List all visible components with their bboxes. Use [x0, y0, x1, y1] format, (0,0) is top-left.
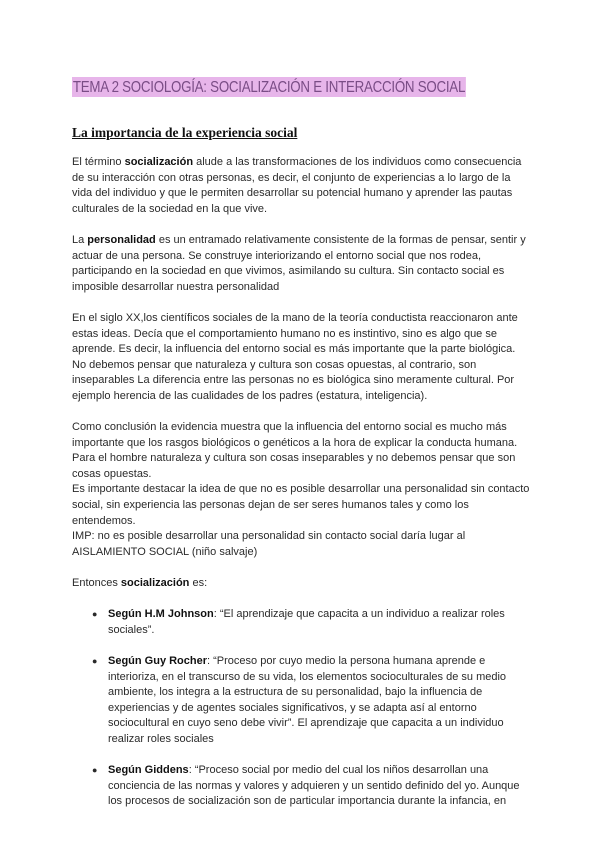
- definitions-list: [72, 607, 532, 810]
- paragraph-personalidad: [72, 233, 532, 295]
- p5-post: es:: [189, 577, 208, 590]
- paragraph-conclusion: Como conclusión la evidencia muestra que la influencia del entorno social es mucho más importante que los rasgos biológicos o genéticos a la hora de explicar la conducta humana. Para el hombre naturaleza y cultura son cosas inseparables y no debemos pensar que son cosas opuestas.: [72, 421, 518, 480]
- p5-pre: Entonces: [72, 577, 121, 590]
- p2-post: es un entramado relativamente consistente de la formas de pensar, sentir y actuar de una persona. Se construye interiorizando el entorno social que nos rodea, participando en la sociedad en que vivimos, asimilando su cultura. Sin contacto social es imposible desarrollar nuestra personalidad: [72, 233, 526, 293]
- definition-author: Según Guy Rocher: [108, 655, 208, 667]
- definition-text: : “El aprendizaje que capacita a un individuo a realizar roles sociales”.: [108, 608, 505, 636]
- bullet-icon: ●: [92, 609, 98, 620]
- paragraph-imp: IMP: no es posible desarrollar una personalidad sin contacto social daría lugar al AISLAMIENTO SOCIAL (niño salvaje): [72, 530, 466, 558]
- list-item: [72, 654, 532, 748]
- definition-author: Según H.M Johnson: [108, 608, 214, 621]
- bullet-icon: ●: [92, 656, 98, 666]
- definition-text: : “Proceso por cuyo medio la persona humana aprende e interioriza, en el transcurso de su vida, los elementos socioculturales de su medio ambiente, los integra a la estructura de su personalidad, bajo la influencia de experiencias y de agentes sociales significativos, y se adapta así al entorno sociocultural en cuyo seno debe vivir”. El aprendizaje que capacita a un individuo realizar roles sociales: [108, 655, 507, 745]
- list-item: [72, 763, 532, 810]
- definition-author: Según Giddens: [108, 764, 189, 777]
- term-personalidad: personalidad: [87, 233, 156, 246]
- term-socializacion-2: socialización: [120, 577, 190, 590]
- paragraph-siglo-xx: En el siglo XX,los científicos sociales de la mano de la teoría conductista reaccionaron ante estas ideas. Decía que el comportamiento humano no es instintivo, sino es algo que se aprende. Es decir, la influencia del entorno social es más importante que la parte biológica. No debemos pensar que naturaleza y cultura son cosas opuestas, al contrario, son inseparables La diferencia entre las personas no es biológica sino meramente cultural. Por ejemplo herencia de las cualidades de los padres (estatura, inteligencia).: [72, 311, 518, 402]
- p1-post: alude a las transformaciones de los individuos como consecuencia de su interacción con otras personas, es decir, el conjunto de experiencias a lo largo de la vida del individuo y que le permiten desarrollar su potencial humano y aprender las pautas culturales de la sociedad en la que vive.: [72, 156, 522, 215]
- paragraph-entonces: [72, 576, 532, 592]
- term-socializacion: socialización: [124, 156, 194, 168]
- document-title: TEMA 2 SOCIOLOGÍA: SOCIALIZACIÓN E INTERACCIÓN SOCIAL: [72, 79, 466, 96]
- section-heading: La importancia de la experiencia social: [72, 125, 298, 140]
- p2-pre: La: [72, 233, 88, 246]
- document-body: [72, 155, 532, 810]
- list-item: [72, 607, 532, 638]
- bullet-icon: ●: [92, 765, 98, 776]
- p1-pre: El término: [72, 156, 125, 168]
- definition-text: : “Proceso social por medio del cual los niños desarrollan una conciencia de las normas y valores y adquieren y un sentido definido del yo. Aunque los procesos de socialización son de particular importancia durante la infancia, en: [108, 764, 520, 808]
- paragraph-importante: Es importante destacar la idea de que no es posible desarrollar una personalidad sin contacto social, sin experiencia las personas dejan de ser seres humanos tales y como los entendemos.: [72, 483, 530, 527]
- paragraph-socializacion: [72, 155, 532, 217]
